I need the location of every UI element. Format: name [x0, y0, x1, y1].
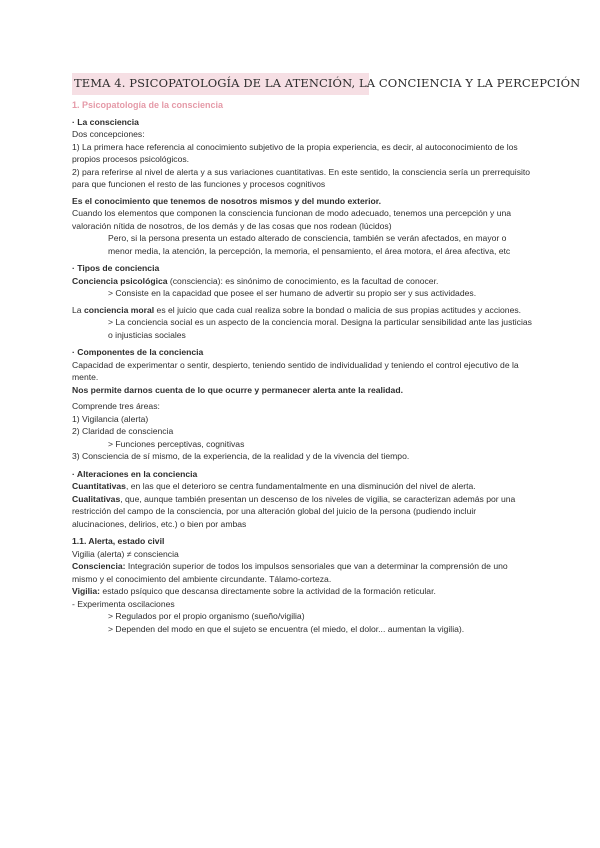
text-concepcion-2: 2) para referirse al nivel de alerta y a sus variaciones cuantitativas. En este sentido, la consciencia sería un prerrequisito para que funcionen el resto de las funciones y procesos cognitivos: [72, 166, 531, 189]
page-title: TEMA 4. PSICOPATOLOGÍA DE LA ATENCIÓN, LA CONCIENCIA Y LA PERCEPCIÓN: [74, 76, 581, 90]
text-dos-concepciones: Dos concepciones:: [72, 129, 145, 139]
text-psicologica: (consciencia): es sinónimo de conocimiento, es la facultad de conocer.: [167, 275, 439, 286]
heading-componentes: · Componentes de la conciencia: [72, 347, 204, 357]
text-conciencia-psicologica: [72, 275, 532, 288]
text-moral-sub: > La conciencia social es un aspecto de la conciencia moral. Designa la particular sensibilidad ante las justicias o injusticias sociales: [108, 317, 532, 340]
text-capacidad: Capacidad de experimentar o sentir, despierto, teniendo sentido de individualidad y teniendo el control ejecutivo de la mente.: [72, 359, 519, 382]
text-moral-pre: La: [72, 304, 84, 315]
text-comprende: Comprende tres áreas:: [72, 401, 160, 411]
text-cons: Integración superior de todos los impulsos sensoriales que van a determinar la comprensión de uno mismo y el conocimiento del ambiente circundante. Tálamo-corteza.: [72, 561, 508, 584]
text-concepcion-1: 1) La primera hace referencia al conocimiento subjetivo de la propia experiencia, es decir, al autoconocimiento de los propios procesos psicológicos.: [72, 141, 518, 164]
text-conciencia-moral: [72, 304, 532, 317]
text-oscilacion-1: > Regulados por el propio organismo (sueño/vigilia): [108, 611, 305, 621]
text-oscilaciones: - Experimenta oscilaciones: [72, 598, 175, 609]
label-cuantitativas: Cuantitativas: [72, 481, 126, 491]
text-vigilia-ne: Vigilia (alerta) ≠ consciencia: [72, 548, 179, 559]
title-highlight: [72, 73, 581, 95]
label-moral: conciencia moral: [83, 304, 155, 315]
label-consciencia: Consciencia:: [72, 561, 126, 571]
text-estado-alterado: Pero, si la persona presenta un estado alterado de consciencia, también se verán afectados, en mayor o menor media, la atención, la percepción, la memoria, el pensamiento, el área motora, el área afectiva, etc: [108, 233, 511, 256]
text-moral: es el juicio que cada cual realiza sobre la bondad o malicia de sus propias actitudes y acciones.: [154, 304, 522, 315]
text-cualitativas: [72, 493, 532, 531]
text-cual: , que, aunque también presentan un descenso de los niveles de vigilia, se caracterizan además por una restricción del campo de la consciencia, por una alteración global del juicio de la persona (pudiendo incluir alucinaciones, delirios, etc.) o bien por ambas: [72, 493, 516, 529]
text-componentes-bold: Nos permite darnos cuenta de lo que ocurre y permanecer alerta ante la realidad.: [72, 384, 403, 395]
label-vigilia: Vigilia:: [72, 586, 101, 596]
text-cuantitativas: [72, 480, 532, 493]
heading-alteraciones: · Alteraciones en la conciencia: [72, 468, 198, 479]
heading-tipos: · Tipos de conciencia: [72, 263, 160, 273]
text-definicion-bold: Es el conocimiento que tenemos de nosotros mismos y del mundo exterior.: [72, 195, 381, 206]
list-item-vigilancia: 1) Vigilancia (alerta): [72, 413, 149, 424]
text-elementos: Cuando los elementos que componen la consciencia funcionan de modo adecuado, tenemos una percepción y una valoración nítida de nosotros, de los demás y de las cosas que nos rodean (lúcidos): [72, 208, 512, 231]
text-psicologica-sub: > Consiste en la capacidad que posee el ser humano de advertir su propio ser y sus actividades.: [108, 288, 477, 298]
text-cuant: , en las que el deterioro se centra fundamentalmente en una disminución del nivel de alerta.: [125, 481, 476, 491]
heading-alerta: 1.1. Alerta, estado civil: [72, 536, 165, 546]
list-subitem-funciones: > Funciones perceptivas, cognitivas: [108, 438, 245, 449]
label-psicologica: Conciencia psicológica: [72, 275, 168, 286]
text-vigilia-def: [72, 585, 532, 598]
text-vig: estado psíquico que descansa directamente sobre la actividad de la formación reticular.: [100, 586, 436, 596]
label-cualitativas: Cualitativas: [72, 493, 121, 504]
section-title: 1. Psicopatología de la consciencia: [72, 100, 224, 110]
list-item-consciencia-si: 3) Consciencia de sí mismo, de la experiencia, de la realidad y de la vivencia del tiempo.: [72, 451, 410, 461]
heading-consciencia: · La consciencia: [72, 116, 139, 127]
list-item-claridad: 2) Claridad de consciencia: [72, 426, 174, 436]
document-content: [72, 99, 532, 635]
text-consciencia-def: [72, 560, 532, 585]
text-oscilacion-2: > Dependen del modo en que el sujeto se encuentra (el miedo, el dolor... aumentan la vigilia).: [108, 623, 465, 634]
